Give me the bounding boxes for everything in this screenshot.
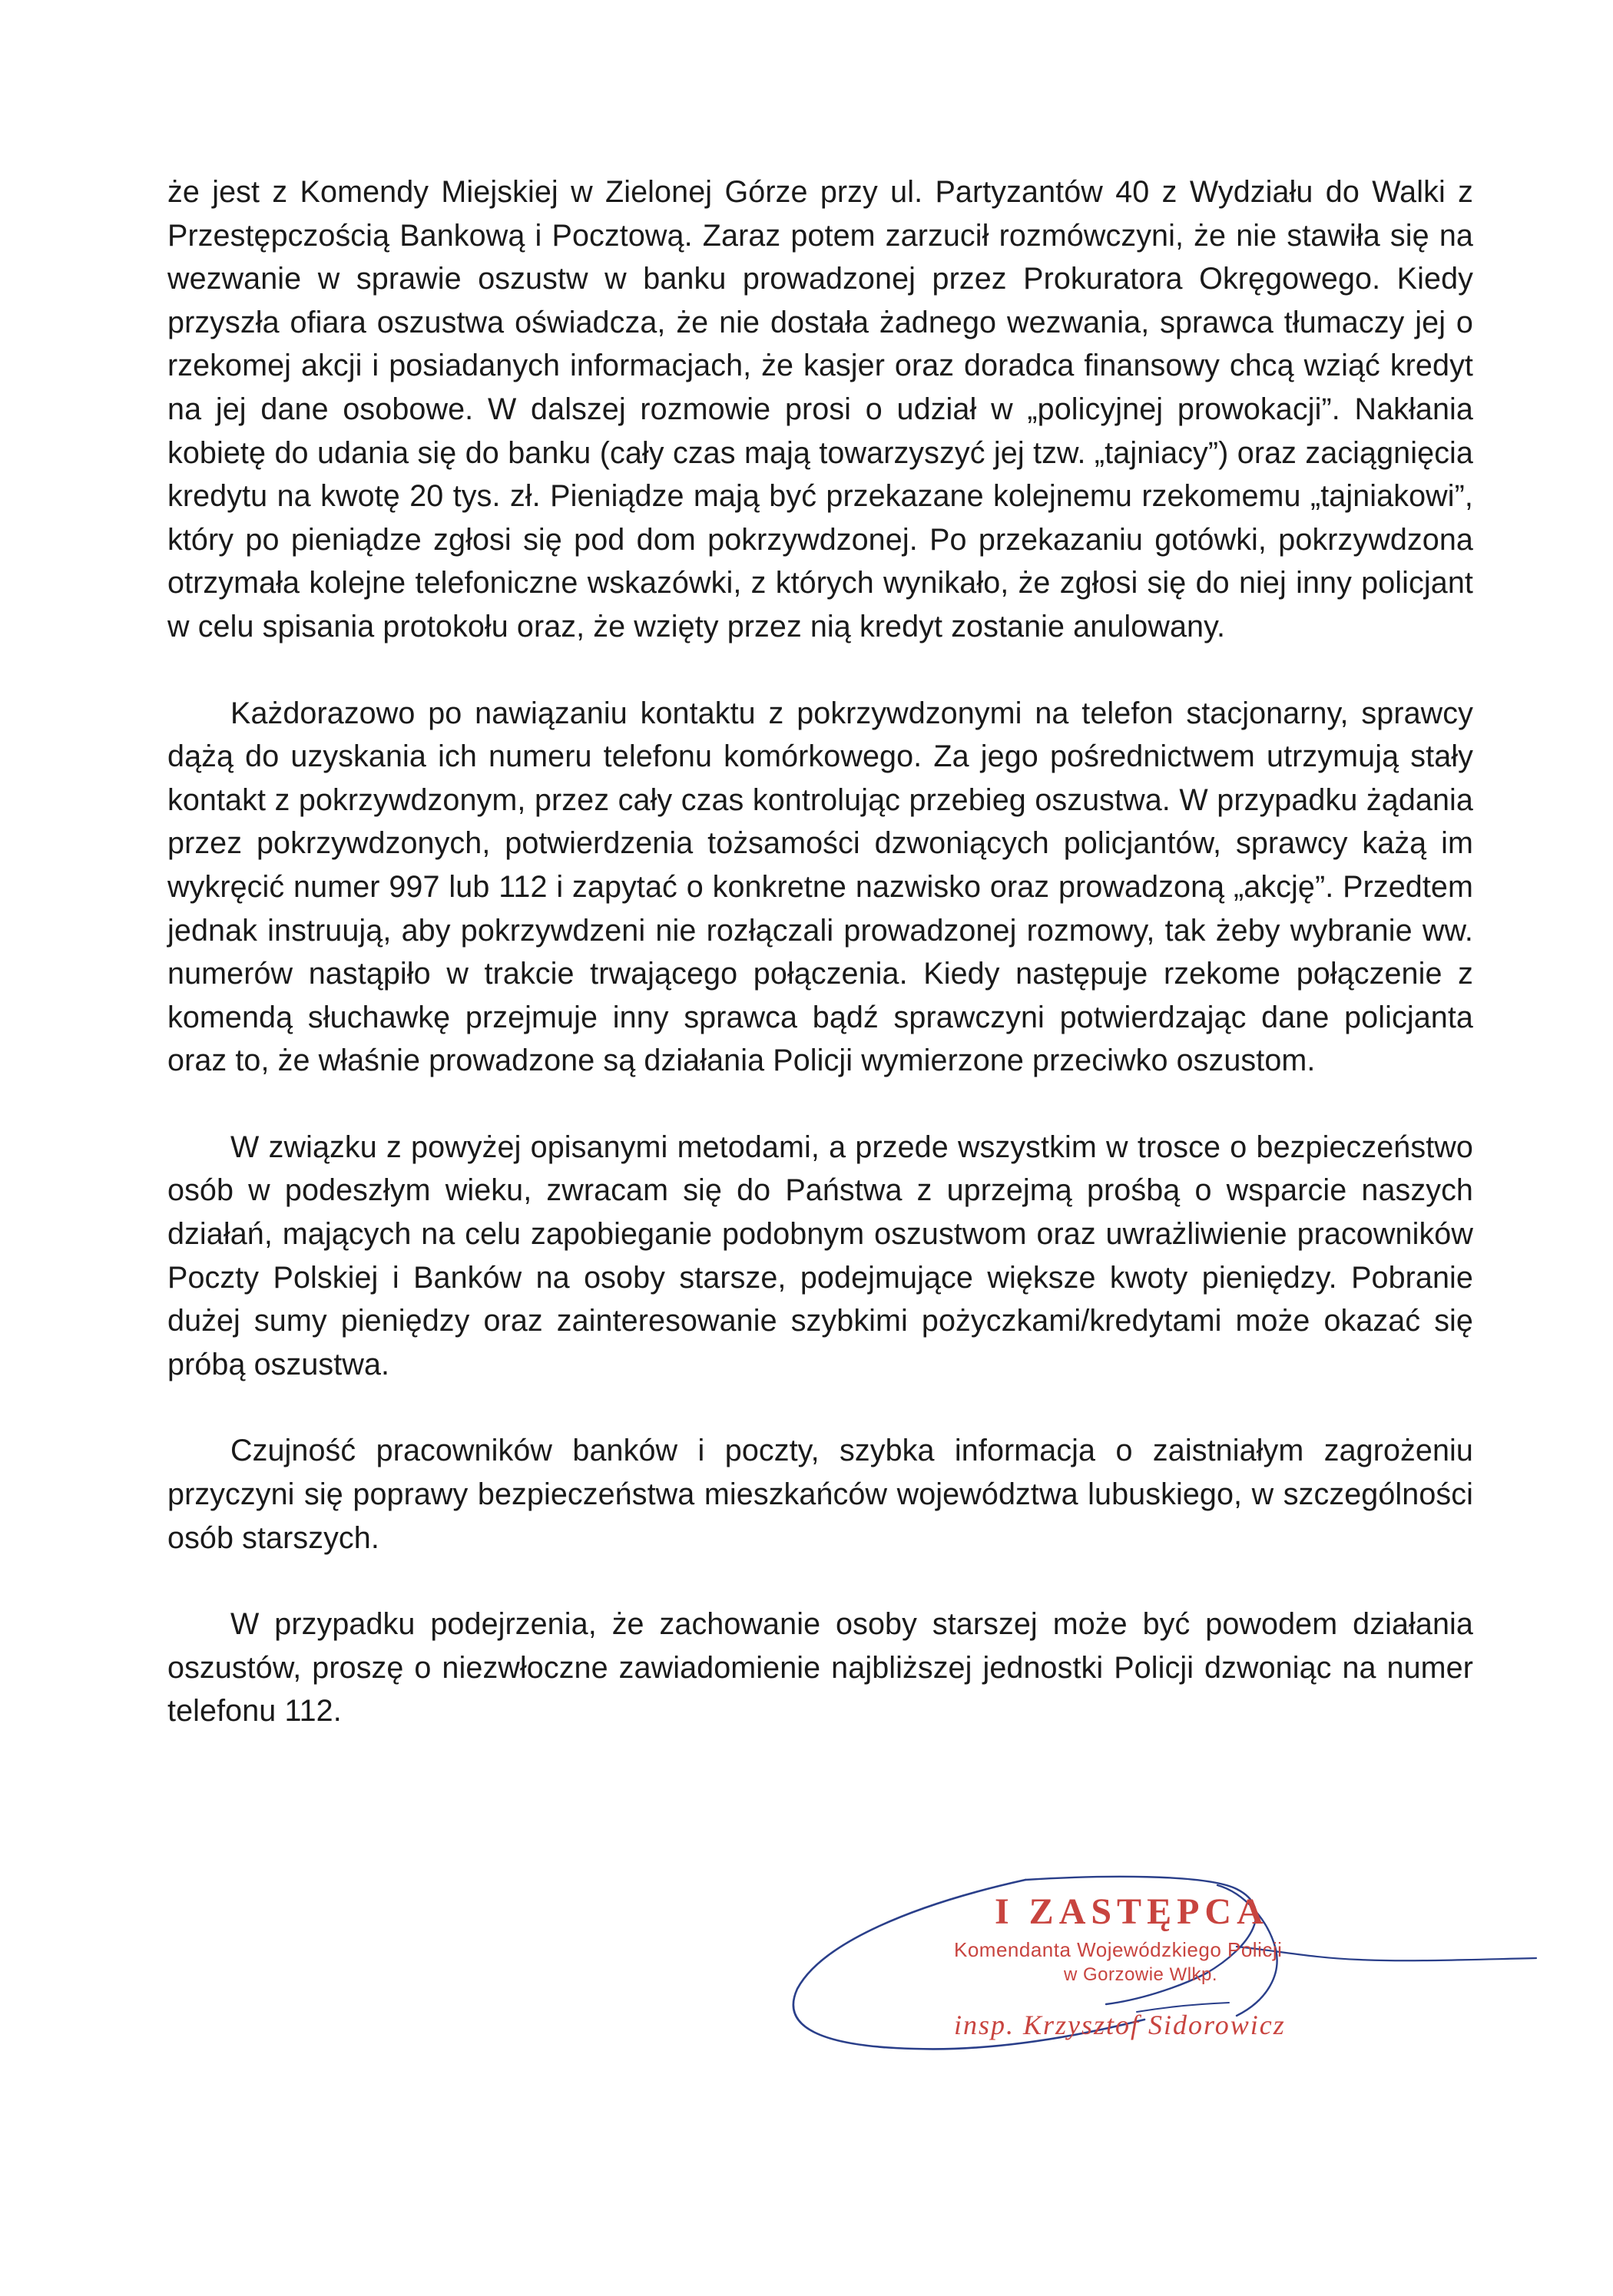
paragraph-contact-method: Każdorazowo po nawiązaniu kontaktu z pokrzywdzonymi na telefon stacjonarny, sprawcy dążą do uzyskania ich numeru telefonu komórkowego. Za jego pośrednictwem utrzymują stały kontakt z pokrzywdzonym, przez cały czas kontrolując przebieg oszustwa. W przypadku żądania przez pokrzywdzonych, potwierdzenia tożsamości dzwoniących policjantów, sprawcy każą im wykręcić numer 997 lub 112 i zapytać o konkretne nazwisko oraz prowadzoną „akcję”. Przedtem jednak instruują, aby pokrzywdzeni nie rozłączali prowadzonej rozmowy, tak żeby wybranie ww. numerów nastąpiło w trakcie trwającego połączenia. Kiedy następuje rzekome połączenie z komendą słuchawkę przejmuje inny sprawca bądź sprawczyni potwierdzając dane policjanta oraz to, że właśnie prowadzone są działania Policji wymierzone przeciwko oszustom. <box>167 696 1473 1078</box>
paragraph-vigilance: Czujność pracowników banków i poczty, szybka informacja o zaistniałym zagrożeniu przyczyni się poprawy bezpieczeństwa mieszkańców województwa lubuskiego, w szczególności osób starszych. <box>167 1434 1473 1555</box>
paragraph-continuation: że jest z Komendy Miejskiej w Zielonej Górze przy ul. Partyzantów 40 z Wydziału do Walki z Przestępczością Bankową i Pocztową. Zaraz potem zarzucił rozmówczyni, że nie stawiła się na wezwanie w sprawie oszustw w banku prowadzonej przez Prokuratora Okręgowego. Kiedy przyszła ofiara oszustwa oświadcza, że nie dostała żadnego wezwania, sprawca tłumaczy jej o rzekomej akcji i posiadanych informacjach, że kasjer oraz doradca finansowy chcą wziąć kredyt na jej dane osobowe. W dalszej rozmowie prosi o udział w „policyjnej prowokacji”. Nakłania kobietę do udania się do banku (cały czas mają towarzyszyć jej tzw. „tajniacy”) oraz zaciągnięcia kredytu na kwotę 20 tys. zł. Pieniądze mają być przekazane kolejnemu rzekomemu „tajniakowi”, który po pieniądze zgłosi się pod dom pokrzywdzonej. Po przekazaniu gotówki, pokrzywdzona otrzymała kolejne telefoniczne wskazówki, z których wynikało, że zgłosi się do niej inny policjant w celu spisania protokołu oraz, że wzięty przez nią kredyt zostanie anulowany. <box>167 175 1473 643</box>
stamp-signatory-name: insp. Krzysztof Sidorowicz <box>954 2010 1286 2040</box>
official-stamp <box>776 1874 1544 2073</box>
stamp-title: I ZASTĘPCA <box>995 1891 1269 1932</box>
paragraph-request: W związku z powyżej opisanymi metodami, a przede wszystkim w trosce o bezpieczeństwo osób w podeszłym wieku, zwracam się do Państwa z uprzejmą prośbą o wsparcie naszych działań, mających na celu zapobieganie podobnym oszustwom oraz uwrażliwienie pracowników Poczty Polskiej i Banków na osoby starsze, podejmujące większe kwoty pieniędzy. Pobranie dużej sumy pieniędzy oraz zainteresowanie szybkimi pożyczkami/kredytami może okazać się próbą oszustwa. <box>167 1130 1473 1381</box>
stamp-city: w Gorzowie Wlkp. <box>1064 1964 1218 1985</box>
letter-body <box>167 170 1473 1776</box>
stamp-office: Komendanta Wojewódzkiego Policji <box>954 1938 1283 1961</box>
paragraph-instruction: W przypadku podejrzenia, że zachowanie osoby starszej może być powodem działania oszustów, proszę o niezwłoczne zawiadomienie najbliższej jednostki Policji dzwoniąc na numer telefonu 112. <box>167 1607 1473 1729</box>
